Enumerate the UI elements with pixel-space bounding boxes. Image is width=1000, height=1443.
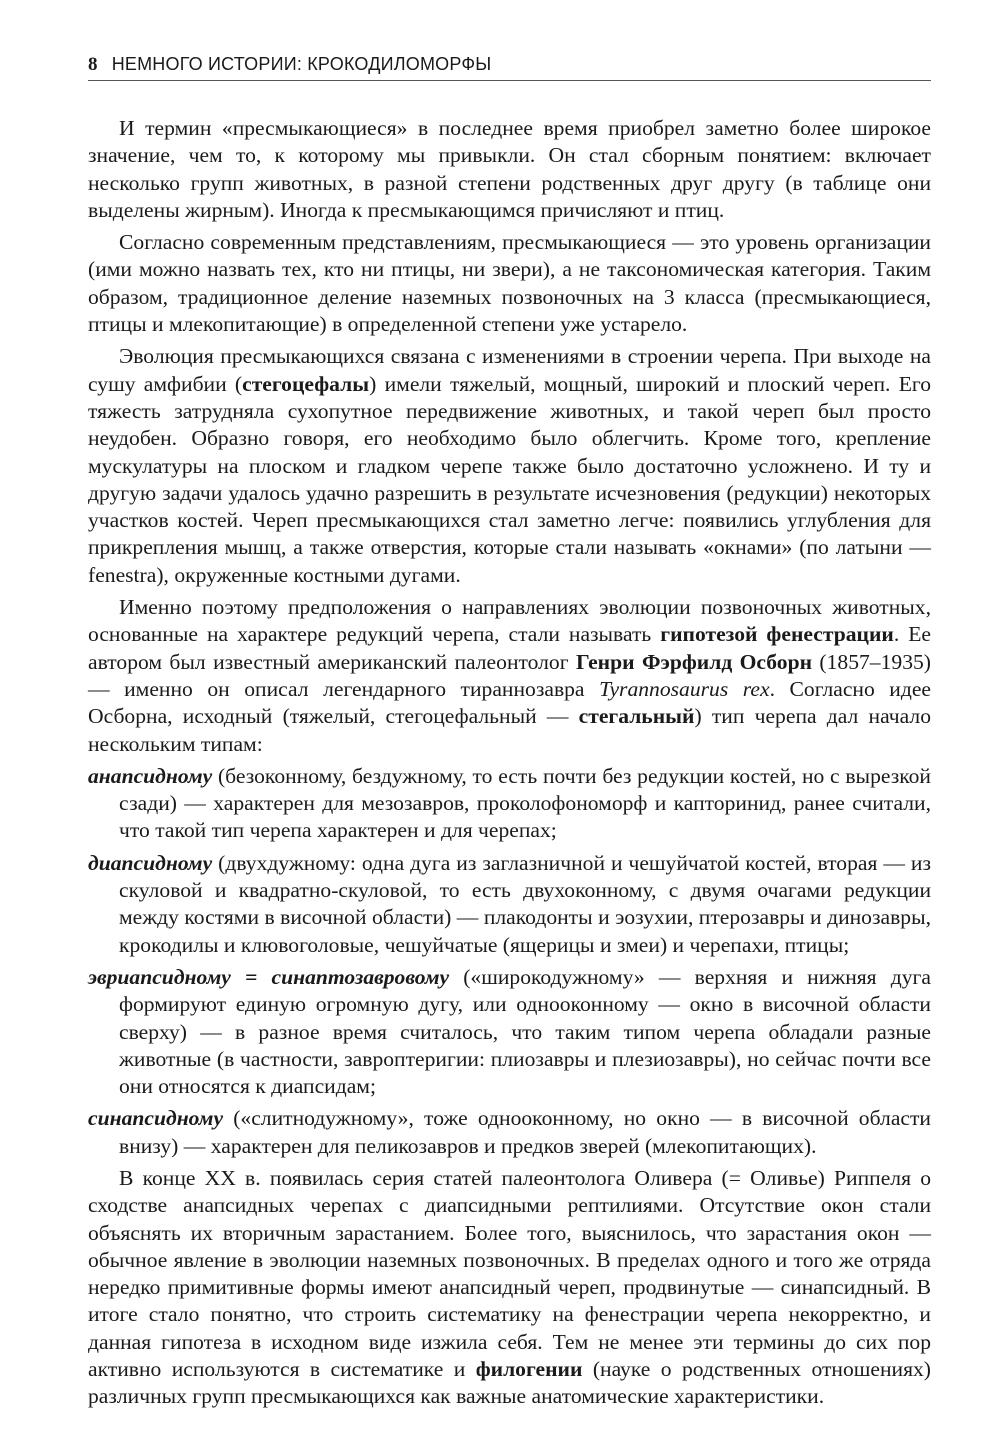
term-stegocephals: стегоцефалы [242,371,370,396]
definition-term: анапсидному [88,763,213,788]
definition-text: («слитнодужному», тоже однооконному, но окно — в височной области внизу) — характерен для пеликозавров и предков зверей (млекопитающих). [119,1106,931,1158]
definition-term: диапсидному [88,850,213,875]
paragraph-4-text: (1857–1935) — именно он описал легендарного тираннозавра [88,649,931,701]
page-body [88,115,931,1416]
term-phylogeny: филогении [475,1357,583,1382]
name-osborn: Генри Фэрфилд Осборн [575,649,813,674]
paragraph-4-text: ) тип черепа дал начало нескольким типам: [88,704,931,756]
paragraph-4 [88,594,931,758]
species-tyrannosaurus: Tyrannosaurus rex [599,676,770,701]
paragraph-4-text: Именно поэтому предположения о направлениях эволюции позвоночных животных, основанные на характере редукций черепа, стали называть [88,595,931,647]
paragraph-3-text: Эволюция пресмыкающихся связана с изменениями в строении черепа. При выходе на сушу амфибии ( [88,344,931,396]
running-title: НЕМНОГО ИСТОРИИ: КРОКОДИЛОМОРФЫ [111,54,492,74]
definition-item [88,763,931,845]
definition-text: (двухдужному: одна дуга из заглазничной и чешуйчатой костей, вторая — из скуловой и квадратно-скуловой, то есть двухоконному, с двумя очагами редукции между костями в височной области) — плакодонты и эозухии, птерозавры и динозавры, крокодилы и клювоголовые, чешуйчатые (ящерицы и змеи) и черепахи, птицы; [119,850,931,957]
definition-term: синапсидному [88,1106,224,1131]
paragraph-4-text: . Ее автором был известный американский палеонтолог [88,622,931,674]
running-header [88,54,931,81]
definition-item [88,850,931,959]
paragraph-5 [88,1165,931,1411]
paragraph-3 [88,343,931,589]
definition-item [88,964,931,1100]
paragraph-3-text: ) имели тяжелый, мощный, широкий и плоский череп. Его тяжесть затрудняла сухопутное передвижение животных, и такой череп был просто неудобен. Образно говоря, его необходимо было облегчить. Кроме того, крепление мускулатуры на плоском и гладком черепе также было достаточно усложнено. И ту и другую задачи удалось удачно разрешить в результате исчезновения (редукции) некоторых участков костей. Череп пресмыкающихся стал заметно легче: появились углубления для прикрепления мышц, а также отверстия, которые стали называть «окнами» (по латыни — fenestra), окруженные костными дугами. [88,371,931,587]
definition-text: (безоконному, бездужному, то есть почти без редукции костей, но с вырезкой сзади) — характерен для мезозавров, проколофономорф и капторинид, ранее считали, что такой тип черепа характерен и для черепах; [119,763,931,843]
paragraph-1: И термин «пресмыкающиеся» в последнее время приобрел заметно более широкое значение, чем то, к которому мы привыкли. Он стал сборным понятием: включает несколько групп животных, в разной степени родственных друг другу (в таблице они выделены жирным). Иногда к пресмыкающимся причисляют и птиц. [88,116,931,222]
term-fenestration-hypothesis: гипотезой фенестрации [660,622,894,647]
paragraph-5-text: (науке о родственных отношениях) различных групп пресмыкающихся как важные анатомические характеристики. [88,1357,931,1409]
definition-term: эвриапсидному = синаптозавровому [88,964,450,989]
paragraph-2: Согласно современным представлениям, пресмыкающиеся — это уровень организации (ими можно назвать тех, кто ни птицы, ни звери), а не таксономическая категория. Таким образом, традиционное деление наземных позвоночных на 3 класса (пресмыкающиеся, птицы и млекопитающие) в определенной степени уже устарело. [88,230,931,337]
paragraph-4-text: . Согласно идее Осборна, исходный (тяжелый, стегоцефальный — [88,676,931,729]
paragraph-5-text: В конце XX в. появилась серия статей палеонтолога Оливера (= Оливье) Риппеля о сходстве анапсидных черепах с диапсидными рептилиями. Отсутствие окон стали объяснять их вторичным зарастанием. Более того, выяснилось, что зарастания окон — обычное явление в эволюции наземных позвоночных. В пределах одного и того же отряда нередко примитивные формы имеют анапсидный череп, продвинутые — синапсидный. В итоге стало понятно, что строить систематику на фенестрации черепа некорректно, и данная гипотеза в исходном виде изжила себя. Тем не менее эти термины до сих пор активно используются в систематике и [88,1165,931,1382]
definition-text: («широкодужному» — верхняя и нижняя дуга формируют единую огромную дугу, или однооконному — окно в височной области сверху) — в разное время считалось, что таким типом черепа обладали разные животные (в частности, завроптеригии: плиозавры и плезиозавры), но сейчас почти все они относятся к диапсидам; [119,964,931,1099]
term-stegal: стегальный [578,704,695,729]
page-number: 8 [88,54,98,75]
definition-item [88,1105,931,1160]
